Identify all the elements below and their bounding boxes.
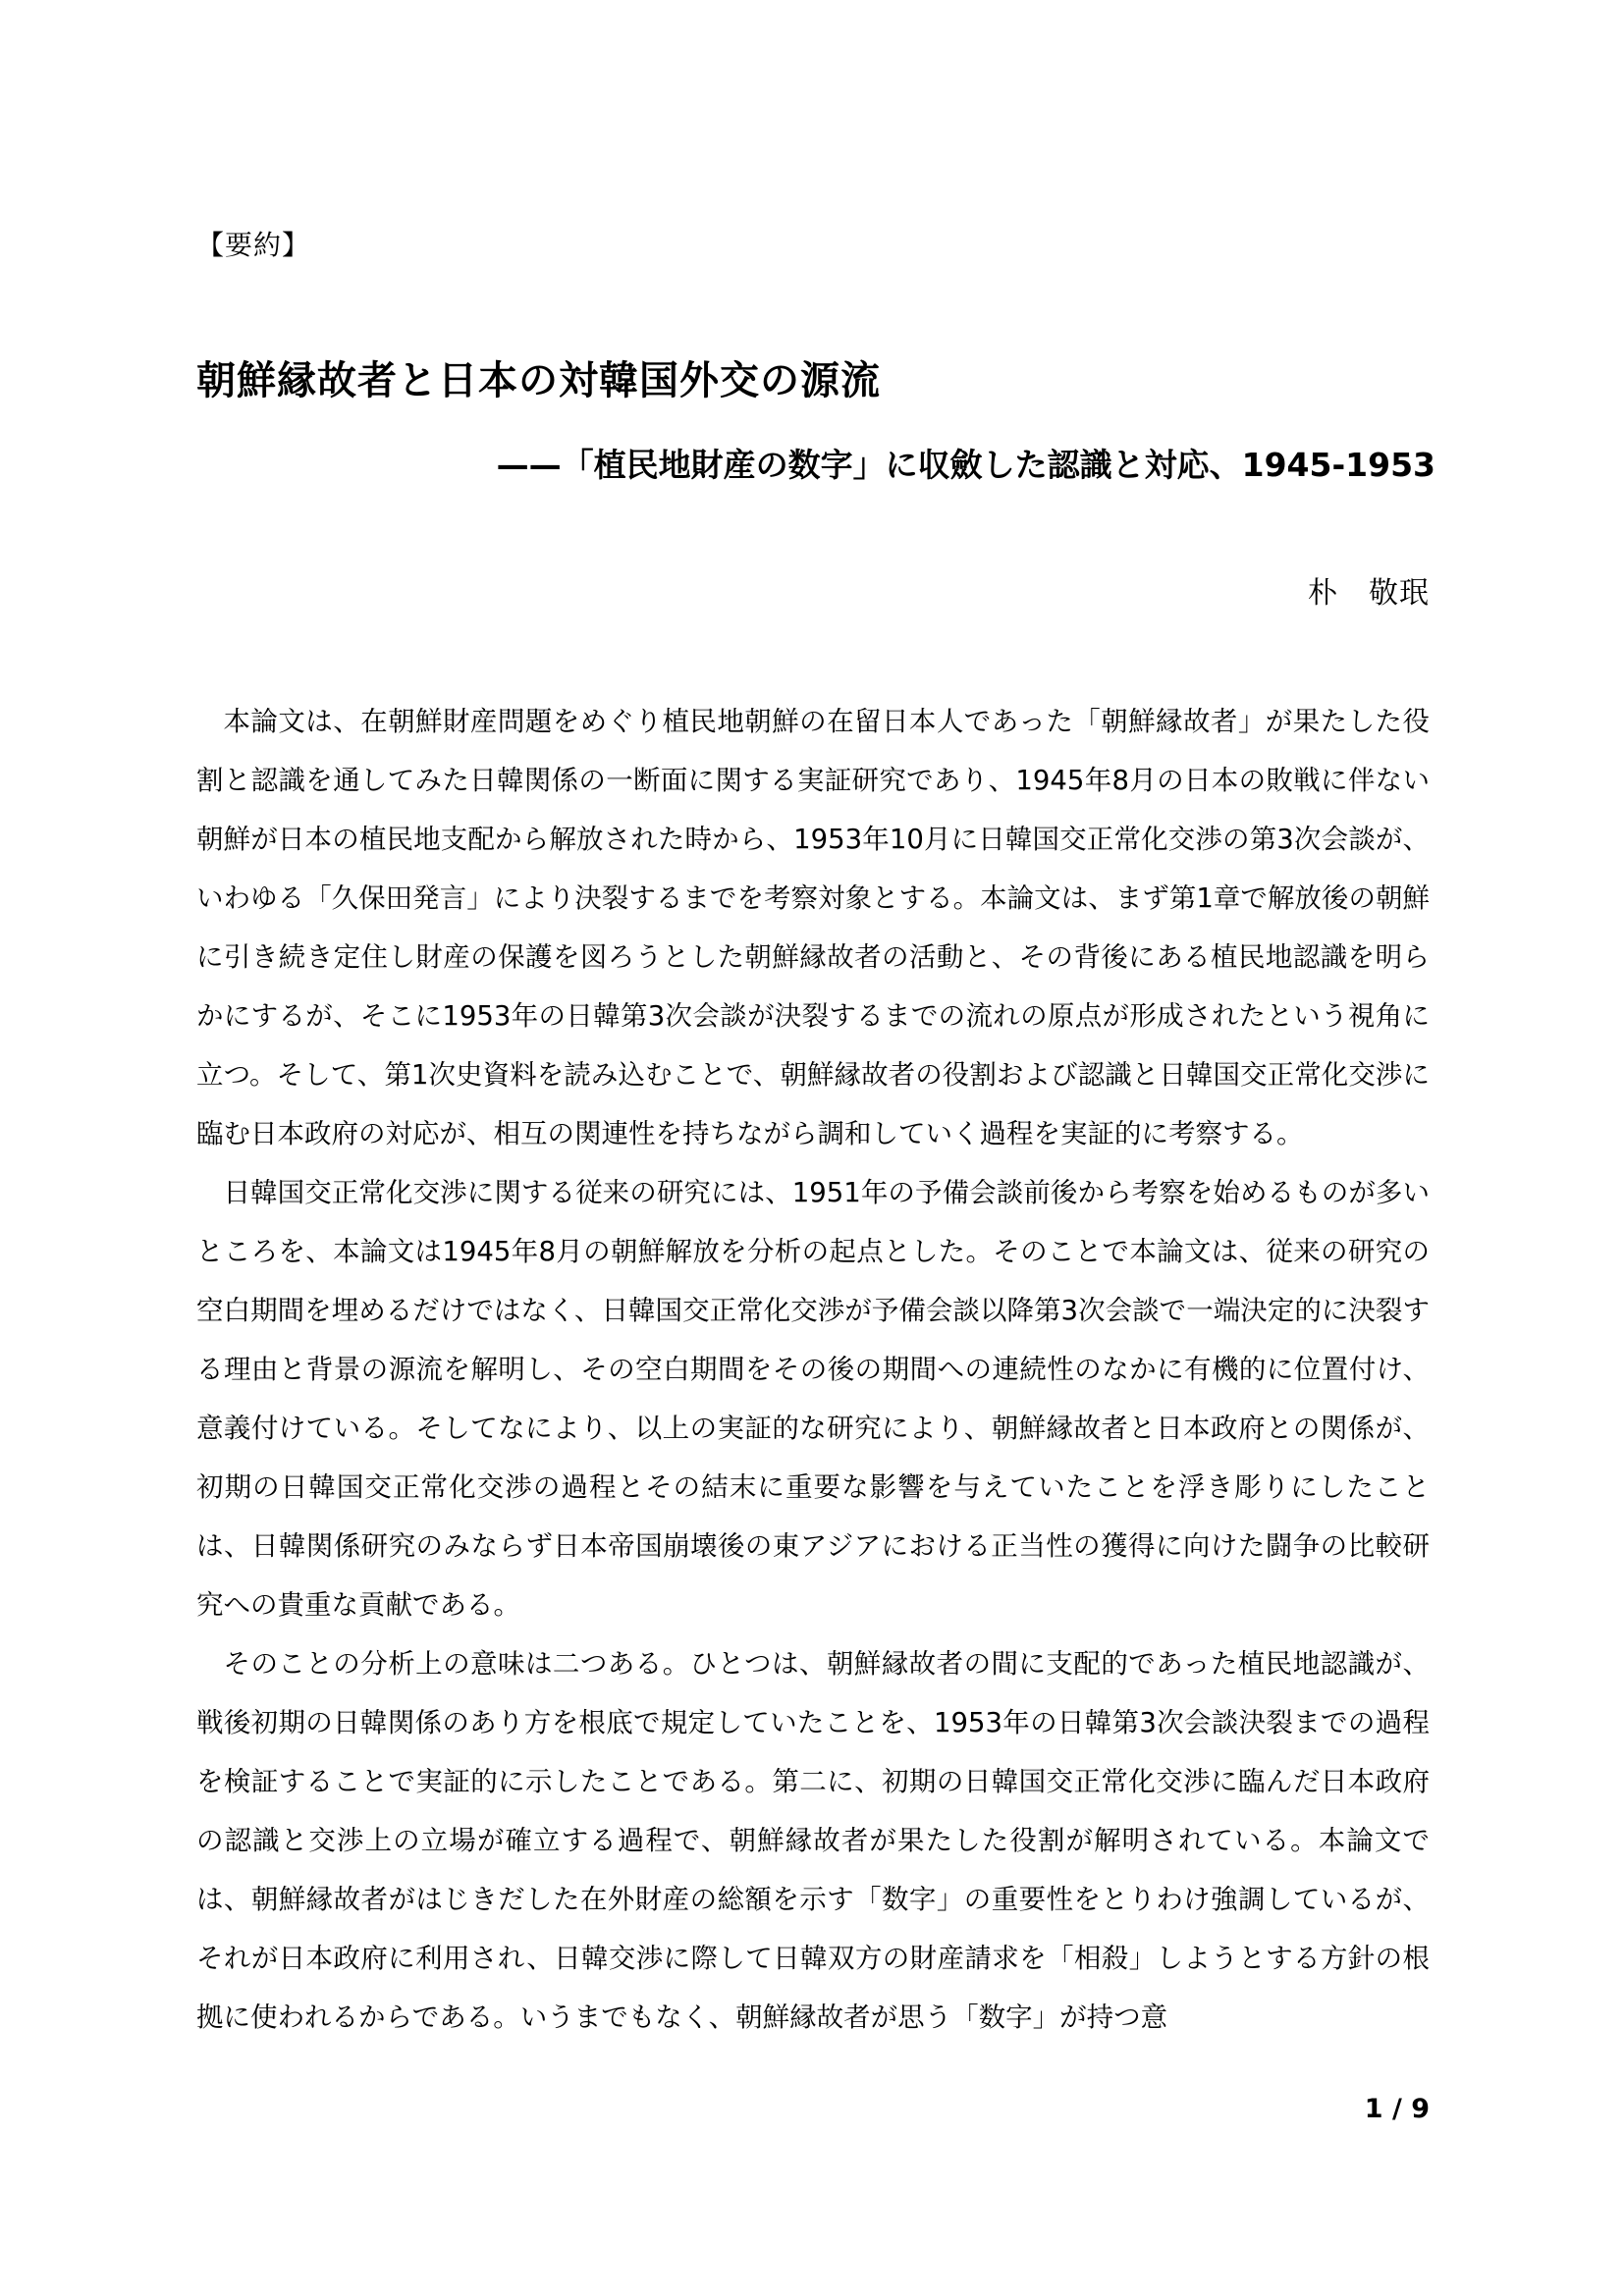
page-number: 1 / 9 xyxy=(1364,2094,1430,2124)
section-label: 【要約】 xyxy=(196,229,311,261)
paragraph-1: 本論文は、在朝鮮財産問題をめぐり植民地朝鮮の在留日本人であった「朝鮮縁故者」が果たした役割と認識を通してみた日韓関係の一断面に関する実証研究であり、1945年8月の日本の敗戦に伴ない朝鮮が日本の植民地支配から解放された時から、1953年10月に日韓国交正常化交渉の第3次会談が、いわゆる「久保田発言」により決裂するまでを考察対象とする。本論文は、まず第1章で解放後の朝鮮に引き続き定住し財産の保護を図ろうとした朝鮮縁故者の活動と、その背後にある植民地認識を明らかにするが、そこに1953年の日韓第3次会談が決裂するまでの流れの原点が形成されたという視角に立つ。そして、第1次史資料を読み込むことで、朝鮮縁故者の役割および認識と日韓国交正常化交渉に臨む日本政府の対応が、相互の関連性を持ちながら調和していく過程を実証的に考察する。 xyxy=(196,706,1430,1149)
paper-subtitle: ——「植民地財産の数字」に収斂した認識と対応、1945-1953 xyxy=(496,446,1435,484)
paper-title: 朝鮮縁故者と日本の対韓国外交の源流 xyxy=(196,358,881,403)
author-name: 朴 敬珉 xyxy=(1308,576,1430,611)
abstract-body xyxy=(196,692,1430,2047)
paragraph-2: 日韓国交正常化交渉に関する従来の研究には、1951年の予備会談前後から考察を始めるものが多いところを、本論文は1945年8月の朝鮮解放を分析の起点とした。そのことで本論文は、従来の研究の空白期間を埋めるだけではなく、日韓国交正常化交渉が予備会談以降第3次会談で一端決定的に決裂する理由と背景の源流を解明し、その空白期間をその後の期間への連続性のなかに有機的に位置付け、意義付けている。そしてなにより、以上の実証的な研究により、朝鮮縁故者と日本政府との関係が、初期の日韓国交正常化交渉の過程とその結末に重要な影響を与えていたことを浮き彫りにしたことは、日韓関係研究のみならず日本帝国崩壊後の東アジアにおける正当性の獲得に向けた闘争の比較研究への貴重な貢献である。 xyxy=(196,1177,1430,1621)
paragraph-3: そのことの分析上の意味は二つある。ひとつは、朝鮮縁故者の間に支配的であった植民地認識が、戦後初期の日韓関係のあり方を根底で規定していたことを、1953年の日韓第3次会談決裂までの過程を検証することで実証的に示したことである。第二に、初期の日韓国交正常化交渉に臨んだ日本政府の認識と交渉上の立場が確立する過程で、朝鮮縁故者が果たした役割が解明されている。本論文では、朝鮮縁故者がはじきだした在外財産の総額を示す「数字」の重要性をとりわけ強調しているが、それが日本政府に利用され、日韓交渉に際して日韓双方の財産請求を「相殺」しようとする方針の根拠に使われるからである。いうまでもなく、朝鮮縁故者が思う「数字」が持つ意 xyxy=(196,1648,1430,2033)
